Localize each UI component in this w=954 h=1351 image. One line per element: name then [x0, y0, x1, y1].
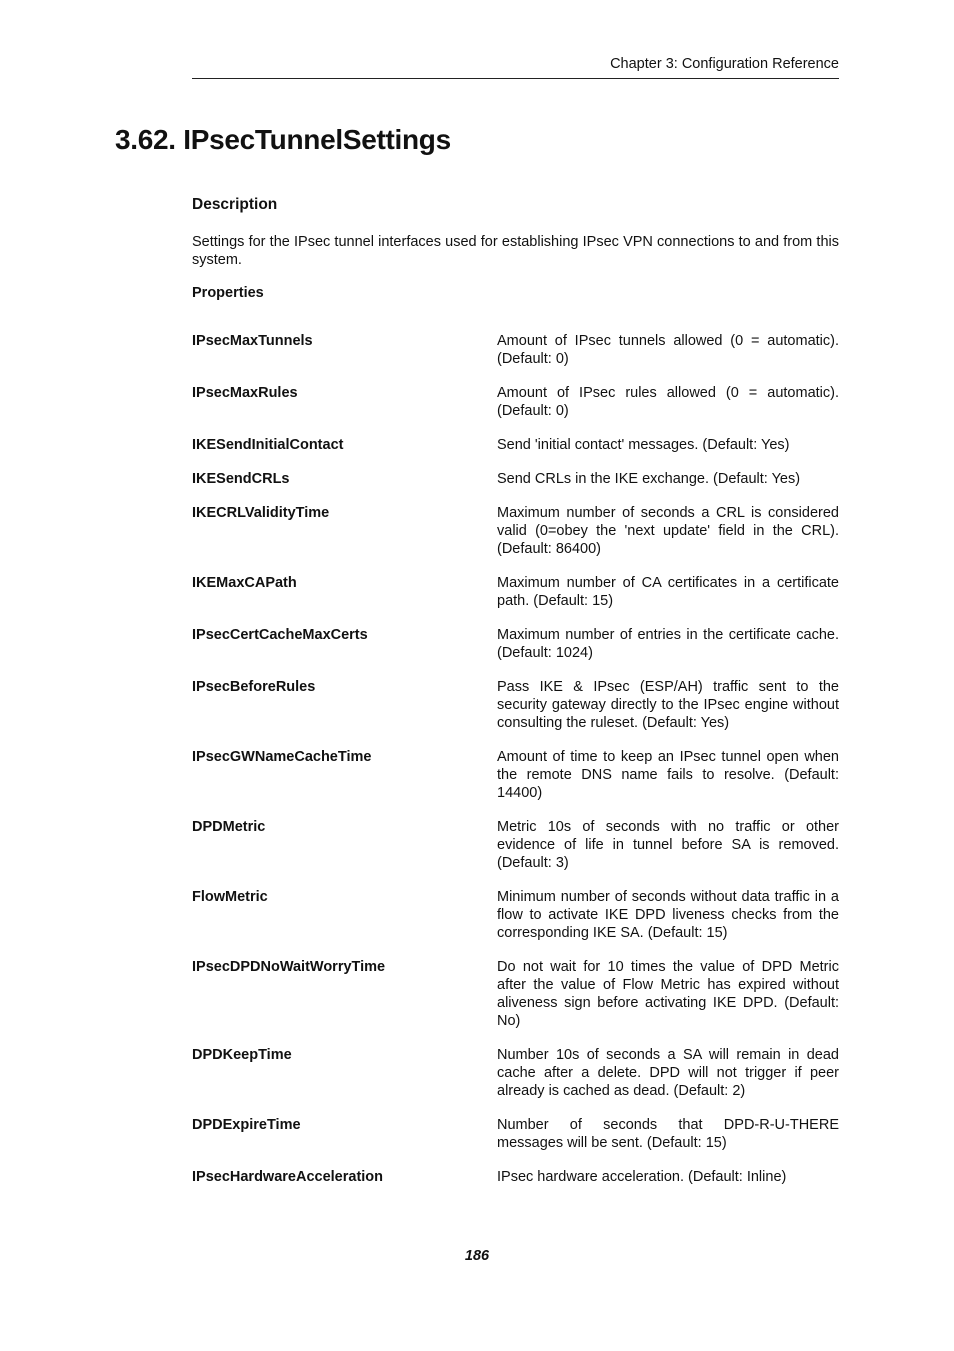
property-description: Number of seconds that DPD-R-U-THERE messages will be sent. (Default: 15): [497, 1117, 839, 1151]
property-row: [192, 818, 839, 872]
property-name: DPDMetric: [192, 819, 266, 835]
property-row: [192, 1116, 839, 1152]
property-row: [192, 1046, 839, 1100]
property-row: [192, 504, 839, 558]
property-name: IPsecMaxTunnels: [192, 333, 313, 349]
property-name: IKECRLValidityTime: [192, 505, 330, 521]
property-name: IPsecHardwareAcceleration: [192, 1169, 384, 1185]
property-row: [192, 958, 839, 1030]
property-description: Minimum number of seconds without data traffic in a flow to activate IKE DPD liveness checks from the corresponding IKE SA. (Default: 15): [497, 889, 839, 941]
property-row: [192, 470, 839, 488]
properties-heading: Properties: [192, 285, 264, 301]
property-description: Maximum number of CA certificates in a certificate path. (Default: 15): [497, 575, 839, 609]
property-description: Send 'initial contact' messages. (Default: Yes): [497, 437, 790, 453]
property-row: [192, 574, 839, 610]
property-row: [192, 748, 839, 802]
property-description: Number 10s of seconds a SA will remain in dead cache after a delete. DPD will not trigger if peer already is cached as dead. (Default: 2): [497, 1047, 839, 1099]
description-text: Settings for the IPsec tunnel interfaces used for establishing IPsec VPN connections to and from this system.: [192, 234, 839, 268]
property-row: [192, 888, 839, 942]
property-row: [192, 626, 839, 662]
property-name: IPsecMaxRules: [192, 385, 298, 401]
property-row: [192, 436, 839, 454]
property-description: IPsec hardware acceleration. (Default: Inline): [497, 1169, 787, 1185]
property-name: DPDKeepTime: [192, 1047, 292, 1063]
property-row: [192, 678, 839, 732]
page-number: 186: [464, 1248, 490, 1264]
running-header: Chapter 3: Configuration Reference: [192, 56, 839, 79]
section-title: 3.62. IPsecTunnelSettings: [115, 124, 451, 155]
property-name: DPDExpireTime: [192, 1117, 301, 1133]
property-name: IPsecGWNameCacheTime: [192, 749, 372, 765]
property-description: Send CRLs in the IKE exchange. (Default: Yes): [497, 471, 801, 487]
description-heading: Description: [192, 196, 278, 213]
property-description: Amount of IPsec rules allowed (0 = automatic). (Default: 0): [497, 385, 839, 419]
property-name: IKESendCRLs: [192, 471, 290, 487]
property-description: Amount of time to keep an IPsec tunnel open when the remote DNS name fails to resolve. (Default: 14400): [497, 749, 839, 801]
property-description: Do not wait for 10 times the value of DPD Metric after the value of Flow Metric has expired without aliveness sign before activating IKE DPD. (Default: No): [497, 959, 839, 1029]
property-row: [192, 1168, 839, 1186]
property-name: IPsecCertCacheMaxCerts: [192, 627, 368, 643]
property-name: IKESendInitialContact: [192, 437, 344, 453]
property-name: IPsecBeforeRules: [192, 679, 316, 695]
property-description: Pass IKE & IPsec (ESP/AH) traffic sent to the security gateway directly to the IPsec engine without consulting the ruleset. (Default: Yes): [497, 679, 839, 731]
property-description: Maximum number of seconds a CRL is considered valid (0=obey the 'next update' field in the CRL). (Default: 86400): [497, 505, 839, 557]
property-description: Amount of IPsec tunnels allowed (0 = automatic). (Default: 0): [497, 333, 839, 367]
properties-table: [192, 332, 839, 1202]
property-description: Maximum number of entries in the certificate cache. (Default: 1024): [497, 627, 839, 661]
property-name: IPsecDPDNoWaitWorryTime: [192, 959, 386, 975]
property-row: [192, 332, 839, 368]
property-name: FlowMetric: [192, 889, 268, 905]
property-row: [192, 384, 839, 420]
property-name: IKEMaxCAPath: [192, 575, 297, 591]
property-description: Metric 10s of seconds with no traffic or other evidence of life in tunnel before SA is removed. (Default: 3): [497, 819, 839, 871]
